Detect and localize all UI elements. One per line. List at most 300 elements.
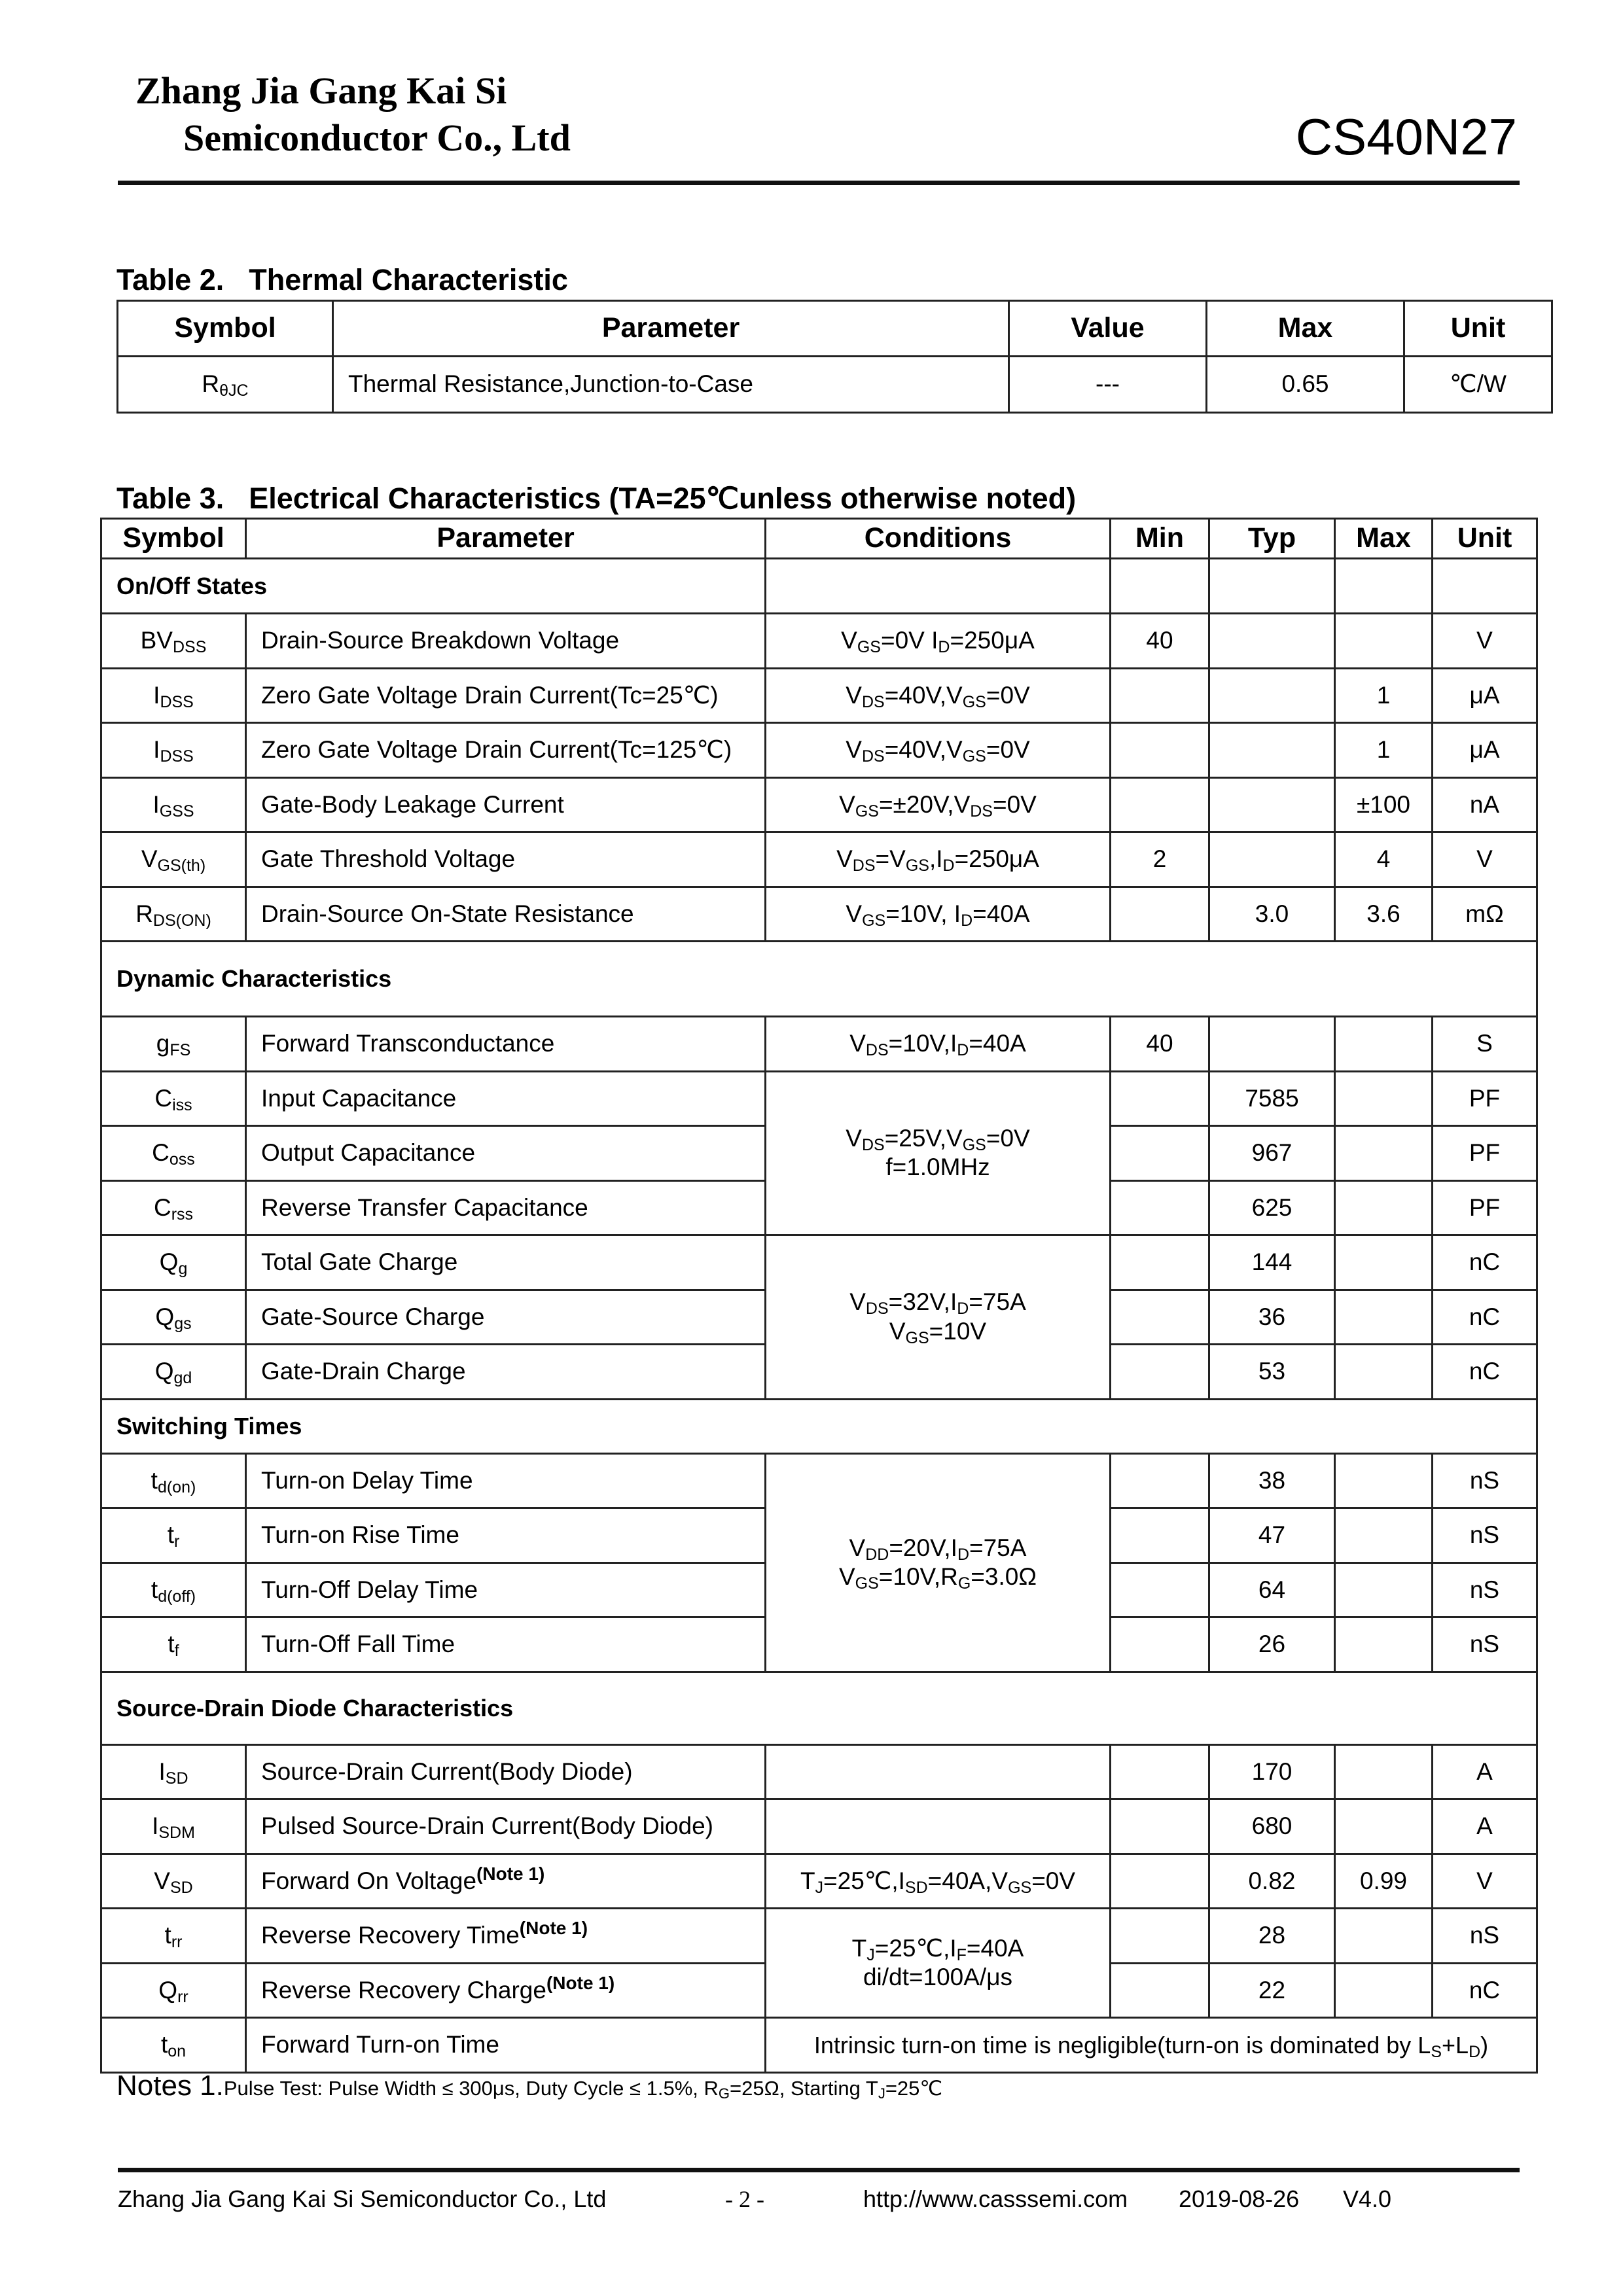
condition-line: [766, 735, 1109, 764]
typ-cell: [1209, 668, 1335, 723]
parameter-cell: [246, 1345, 766, 1400]
text: Q: [159, 1248, 179, 1276]
unit-cell: ℃/W: [1404, 357, 1552, 413]
empty-cell: [766, 559, 1111, 614]
subscript: FS: [169, 1041, 191, 1060]
text: V: [849, 1030, 866, 1057]
typ-cell: [1209, 777, 1335, 832]
min-cell: [1111, 1744, 1209, 1799]
typ-cell: [1209, 832, 1335, 887]
text: Gate-Drain Charge: [261, 1358, 466, 1385]
table-row: [101, 1235, 1537, 1290]
text: V: [836, 845, 853, 873]
text: t: [151, 1576, 158, 1603]
text: V: [846, 736, 862, 764]
subscript: SD: [904, 1878, 928, 1897]
symbol-cell: [101, 1508, 246, 1563]
subscript: J: [878, 2085, 885, 2102]
table-row: [118, 357, 1552, 413]
text: f=1.0MHz: [885, 1154, 990, 1181]
min-cell: [1111, 1909, 1209, 1964]
max-cell: 1: [1335, 723, 1433, 778]
text: =20V,I: [889, 1534, 957, 1561]
footer-divider: [118, 2168, 1520, 2172]
typ-cell: [1209, 723, 1335, 778]
symbol-cell: [101, 1453, 246, 1508]
note-reference: (Note 1): [476, 1863, 545, 1884]
text: Forward Transconductance: [261, 1030, 555, 1057]
subscript: G: [957, 1574, 971, 1593]
symbol-cell: [101, 887, 246, 942]
condition-line: [766, 1288, 1109, 1316]
typ-cell: 967: [1209, 1126, 1335, 1181]
subscript: rr: [177, 1987, 188, 2006]
unit-cell: nS: [1433, 1508, 1537, 1563]
typ-cell: 3.0: [1209, 887, 1335, 942]
unit-cell: S: [1433, 1017, 1537, 1072]
subscript: DS(ON): [152, 911, 211, 930]
text: =40A: [969, 1030, 1026, 1057]
conditions-cell: [766, 723, 1111, 778]
typ-cell: 38: [1209, 1453, 1335, 1508]
typ-cell: 625: [1209, 1180, 1335, 1235]
condition-line: [766, 900, 1109, 928]
unit-cell: μA: [1433, 723, 1537, 778]
table-header-row: [101, 519, 1537, 559]
subscript: θJC: [219, 381, 249, 400]
section-row: [101, 942, 1537, 1017]
subscript: f: [174, 1642, 179, 1661]
section-label: On/Off States: [101, 559, 766, 614]
text: =0V I: [880, 627, 938, 654]
text: =40V,V: [884, 681, 963, 709]
table3-title-text: Electrical Characteristics (TA=25℃unless otherwise noted): [249, 482, 1077, 515]
parameter-cell: [246, 1126, 766, 1181]
conditions-cell: [766, 1909, 1111, 2018]
symbol-cell: [101, 1744, 246, 1799]
typ-cell: 170: [1209, 1744, 1335, 1799]
text: BV: [140, 627, 173, 654]
section-row: [101, 1399, 1537, 1453]
conditions-cell: [766, 1235, 1111, 1400]
conditions-cell: [766, 668, 1111, 723]
unit-cell: nC: [1433, 1235, 1537, 1290]
parameter-cell: [246, 1963, 766, 2018]
subscript: GS(th): [157, 857, 206, 875]
column-header: Value: [1009, 301, 1207, 357]
min-cell: [1111, 777, 1209, 832]
typ-cell: 47: [1209, 1508, 1335, 1563]
unit-cell: V: [1433, 614, 1537, 669]
symbol-cell: [101, 1126, 246, 1181]
footer-date: 2019-08-26: [1179, 2185, 1300, 2212]
unit-cell: A: [1433, 1799, 1537, 1854]
footer-url[interactable]: http://www.casssemi.com: [863, 2185, 1128, 2212]
condition-line: [766, 1029, 1109, 1058]
min-cell: [1111, 723, 1209, 778]
symbol-cell: [101, 1563, 246, 1617]
unit-cell: nC: [1433, 1963, 1537, 2018]
subscript: GS: [962, 1135, 986, 1154]
text: Source-Drain Current(Body Diode): [261, 1757, 633, 1785]
text: C: [154, 1084, 173, 1112]
table-row: [101, 1071, 1537, 1126]
subscript: gs: [174, 1314, 192, 1333]
thermal-table: [116, 300, 1553, 414]
subscript: D: [942, 857, 955, 875]
text: Drain-Source On-State Resistance: [261, 900, 634, 927]
min-cell: [1111, 1071, 1209, 1126]
column-header: Max: [1207, 301, 1404, 357]
text: V: [846, 1124, 862, 1152]
conditions-cell: [766, 1799, 1111, 1854]
subscript: g: [178, 1260, 188, 1279]
typ-cell: 53: [1209, 1345, 1335, 1400]
text: =250μA: [954, 845, 1039, 873]
text: =75A: [969, 1288, 1026, 1316]
column-header: Symbol: [101, 519, 246, 559]
subscript: iss: [172, 1095, 192, 1114]
subscript: GS: [905, 1328, 929, 1347]
symbol-cell: [101, 1963, 246, 2018]
column-header: Typ: [1209, 519, 1335, 559]
text: di/dt=100A/μs: [863, 1964, 1013, 1990]
subscript: DS: [865, 1041, 889, 1060]
subscript: rr: [171, 1933, 183, 1952]
min-cell: [1111, 1453, 1209, 1508]
text: V: [838, 1563, 855, 1590]
unit-cell: V: [1433, 1854, 1537, 1909]
text: =3.0Ω: [971, 1563, 1037, 1590]
column-header: Symbol: [118, 301, 333, 357]
text: t: [167, 1521, 174, 1549]
conditions-cell: [766, 1744, 1111, 1799]
text: =0V: [992, 790, 1037, 818]
min-cell: [1111, 1617, 1209, 1672]
text: Q: [154, 1358, 174, 1385]
text: =±20V,V: [878, 790, 971, 818]
text: ,I: [929, 845, 943, 873]
electrical-characteristics-table: [100, 518, 1538, 2074]
subscript: DS: [852, 857, 876, 875]
min-cell: [1111, 1290, 1209, 1345]
subscript: rss: [171, 1205, 194, 1224]
subscript: DSS: [172, 638, 207, 657]
text: Total Gate Charge: [261, 1248, 458, 1276]
max-cell: [1335, 1235, 1433, 1290]
subscript: D: [957, 1545, 969, 1564]
text: g: [156, 1030, 170, 1057]
part-number: CS40N27: [1295, 108, 1517, 166]
min-cell: 2: [1111, 832, 1209, 887]
symbol-cell: [101, 668, 246, 723]
condition-line: [766, 1867, 1109, 1896]
empty-cell: [1433, 559, 1537, 614]
text: Reverse Recovery Time: [261, 1922, 520, 1949]
min-cell: [1111, 1963, 1209, 2018]
symbol-cell: [101, 832, 246, 887]
text: =0V: [986, 736, 1030, 764]
max-cell: [1335, 614, 1433, 669]
footer-version: V4.0: [1343, 2185, 1392, 2212]
notes: [116, 2070, 942, 2102]
text: Intrinsic turn-on time is negligible(turn-on is dominated by L: [813, 2031, 1431, 2058]
min-cell: [1111, 1854, 1209, 1909]
table-row: [101, 2018, 1537, 2073]
parameter-cell: [246, 1617, 766, 1672]
text: =25Ω, Starting T: [730, 2077, 878, 2100]
typ-cell: 7585: [1209, 1071, 1335, 1126]
text: t: [164, 1922, 171, 1949]
max-cell: 4: [1335, 832, 1433, 887]
parameter-cell: [246, 1508, 766, 1563]
text: Turn-Off Fall Time: [261, 1631, 455, 1658]
typ-cell: [1209, 1017, 1335, 1072]
footer-company: Zhang Jia Gang Kai Si Semiconductor Co., Ltd: [118, 2185, 607, 2212]
conditions-cell: [766, 1854, 1111, 1909]
parameter-cell: [246, 1744, 766, 1799]
column-header: Unit: [1404, 301, 1552, 357]
conditions-cell: [766, 2018, 1537, 2073]
text: Reverse Transfer Capacitance: [261, 1193, 588, 1221]
min-cell: [1111, 1235, 1209, 1290]
max-cell: 3.6: [1335, 887, 1433, 942]
text: I: [153, 736, 160, 764]
unit-cell: V: [1433, 832, 1537, 887]
parameter-cell: [246, 1235, 766, 1290]
section-row: [101, 1672, 1537, 1744]
text: I: [152, 790, 160, 818]
parameter-cell: [246, 887, 766, 942]
parameter-cell: [246, 1017, 766, 1072]
text: Gate-Body Leakage Current: [261, 790, 564, 818]
text: Q: [158, 1976, 178, 2004]
subscript: DS: [970, 802, 993, 821]
symbol-cell: [101, 777, 246, 832]
text: V: [849, 1534, 866, 1561]
max-cell: [1335, 1508, 1433, 1563]
column-header: Parameter: [333, 301, 1009, 357]
max-cell: [1335, 1345, 1433, 1400]
unit-cell: nS: [1433, 1617, 1537, 1672]
subscript: D: [1469, 2042, 1481, 2061]
subscript: DS: [865, 1299, 889, 1318]
min-cell: [1111, 668, 1209, 723]
text: T: [800, 1867, 815, 1894]
text: =10V, I: [885, 900, 961, 927]
subscript: F: [956, 1945, 967, 1964]
text: =25℃,I: [874, 1934, 957, 1962]
text: =V: [875, 845, 906, 873]
max-cell: [1335, 1017, 1433, 1072]
text: R: [135, 900, 153, 927]
subscript: GS: [862, 911, 886, 930]
table-row: [101, 723, 1537, 778]
table2-title: [116, 263, 568, 297]
condition-line: [766, 626, 1109, 655]
unit-cell: A: [1433, 1744, 1537, 1799]
subscript: D: [957, 1041, 969, 1060]
max-cell: [1335, 1180, 1433, 1235]
text: t: [168, 1631, 175, 1658]
min-cell: [1111, 1508, 1209, 1563]
symbol-cell: [118, 357, 333, 413]
text: I: [158, 1757, 166, 1785]
typ-cell: 144: [1209, 1235, 1335, 1290]
text: V: [154, 1867, 170, 1894]
text: Turn-on Rise Time: [261, 1521, 459, 1549]
condition-line: [766, 681, 1109, 710]
parameter-cell: [246, 777, 766, 832]
parameter-cell: [246, 1453, 766, 1508]
text: T: [851, 1934, 867, 1962]
max-cell: 0.99: [1335, 1854, 1433, 1909]
subscript: GS: [905, 857, 929, 875]
subscript: GS: [855, 802, 879, 821]
typ-cell: 26: [1209, 1617, 1335, 1672]
table-row: [101, 1799, 1537, 1854]
table3-title: [116, 481, 1076, 516]
typ-cell: 64: [1209, 1563, 1335, 1617]
text: =10V: [929, 1317, 987, 1345]
section-label: Source-Drain Diode Characteristics: [101, 1672, 1537, 1744]
condition-line: [766, 1963, 1109, 1992]
text: =0V: [986, 1124, 1030, 1152]
text: ): [1480, 2031, 1489, 2058]
symbol-cell: [101, 723, 246, 778]
text: =40A: [972, 900, 1030, 927]
min-cell: 40: [1111, 614, 1209, 669]
text: =0V: [1031, 1867, 1076, 1894]
subscript: DS: [861, 692, 885, 711]
text: V: [846, 681, 862, 709]
text: I: [153, 681, 160, 709]
subscript: oss: [169, 1150, 195, 1169]
subscript: J: [815, 1878, 824, 1897]
symbol-cell: [101, 1290, 246, 1345]
unit-cell: PF: [1433, 1180, 1537, 1235]
symbol-cell: [101, 1071, 246, 1126]
subscript: SD: [169, 1878, 193, 1897]
parameter-cell: [246, 832, 766, 887]
symbol-cell: [101, 2018, 246, 2073]
parameter-cell: [246, 1071, 766, 1126]
subscript: DD: [865, 1545, 889, 1564]
text: Turn-Off Delay Time: [261, 1576, 478, 1603]
text: =25℃,I: [823, 1867, 905, 1894]
min-cell: 40: [1111, 1017, 1209, 1072]
text: =40V,V: [884, 736, 963, 764]
min-cell: [1111, 1345, 1209, 1400]
max-cell: [1335, 1617, 1433, 1672]
symbol-cell: [101, 1909, 246, 1964]
subscript: GS: [855, 1574, 879, 1593]
subscript: G: [718, 2085, 730, 2102]
max-cell: 0.65: [1207, 357, 1404, 413]
column-header: Unit: [1433, 519, 1537, 559]
text: +L: [1442, 2031, 1469, 2058]
max-cell: [1335, 1563, 1433, 1617]
parameter-cell: [246, 1180, 766, 1235]
symbol-cell: [101, 1180, 246, 1235]
unit-cell: nS: [1433, 1563, 1537, 1617]
unit-cell: mΩ: [1433, 887, 1537, 942]
unit-cell: nS: [1433, 1453, 1537, 1508]
unit-cell: nC: [1433, 1290, 1537, 1345]
text: V: [141, 845, 158, 873]
symbol-cell: [101, 1617, 246, 1672]
max-cell: [1335, 1744, 1433, 1799]
max-cell: [1335, 1126, 1433, 1181]
table-row: [101, 1017, 1537, 1072]
symbol-cell: [101, 614, 246, 669]
typ-cell: 22: [1209, 1963, 1335, 2018]
subscript: DS: [861, 1135, 885, 1154]
subscript: GS: [857, 638, 881, 657]
table-row: [101, 1453, 1537, 1508]
text: =0V: [986, 681, 1030, 709]
conditions-cell: [766, 1071, 1111, 1235]
typ-cell: 0.82: [1209, 1854, 1335, 1909]
column-header: Parameter: [246, 519, 766, 559]
subscript: DSS: [160, 747, 194, 766]
subscript: r: [173, 1532, 180, 1551]
condition-line: [766, 1153, 1109, 1182]
text: Reverse Recovery Charge: [261, 1976, 546, 2004]
min-cell: [1111, 1799, 1209, 1854]
condition-line: [766, 845, 1109, 874]
parameter-cell: [246, 1909, 766, 1964]
text: Forward On Voltage: [261, 1867, 477, 1894]
subscript: SDM: [158, 1824, 195, 1843]
empty-cell: [1335, 559, 1433, 614]
subscript: on: [168, 2042, 187, 2061]
symbol-cell: [101, 1235, 246, 1290]
company-name-line2: Semiconductor Co., Ltd: [183, 116, 571, 159]
subscript: DSS: [160, 692, 194, 711]
parameter-cell: Thermal Resistance,Junction-to-Case: [333, 357, 1009, 413]
text: =250μA: [950, 627, 1035, 654]
text: I: [152, 1812, 159, 1840]
subscript: S: [1431, 2042, 1442, 2061]
subscript: d(off): [158, 1587, 196, 1606]
empty-cell: [1111, 559, 1209, 614]
section-row: [101, 559, 1537, 614]
parameter-cell: [246, 2018, 766, 2073]
note-reference: (Note 1): [519, 1918, 588, 1939]
text: Q: [155, 1303, 175, 1330]
text: =25℃: [885, 2077, 943, 2100]
condition-line: [766, 2031, 1536, 2059]
text: Pulsed Source-Drain Current(Body Diode): [261, 1812, 713, 1840]
typ-cell: 28: [1209, 1909, 1335, 1964]
text: =40A: [966, 1934, 1024, 1962]
text: =25V,V: [884, 1124, 963, 1152]
max-cell: [1335, 1909, 1433, 1964]
typ-cell: 680: [1209, 1799, 1335, 1854]
text: =10V,R: [878, 1563, 958, 1590]
unit-cell: PF: [1433, 1071, 1537, 1126]
section-label: Switching Times: [101, 1399, 1537, 1453]
text: V: [889, 1317, 906, 1345]
text: =32V,I: [888, 1288, 957, 1316]
section-label: Dynamic Characteristics: [101, 942, 1537, 1017]
max-cell: ±100: [1335, 777, 1433, 832]
conditions-cell: [766, 1453, 1111, 1672]
subscript: GSS: [159, 802, 194, 821]
conditions-cell: [766, 832, 1111, 887]
subscript: GS: [962, 747, 986, 766]
